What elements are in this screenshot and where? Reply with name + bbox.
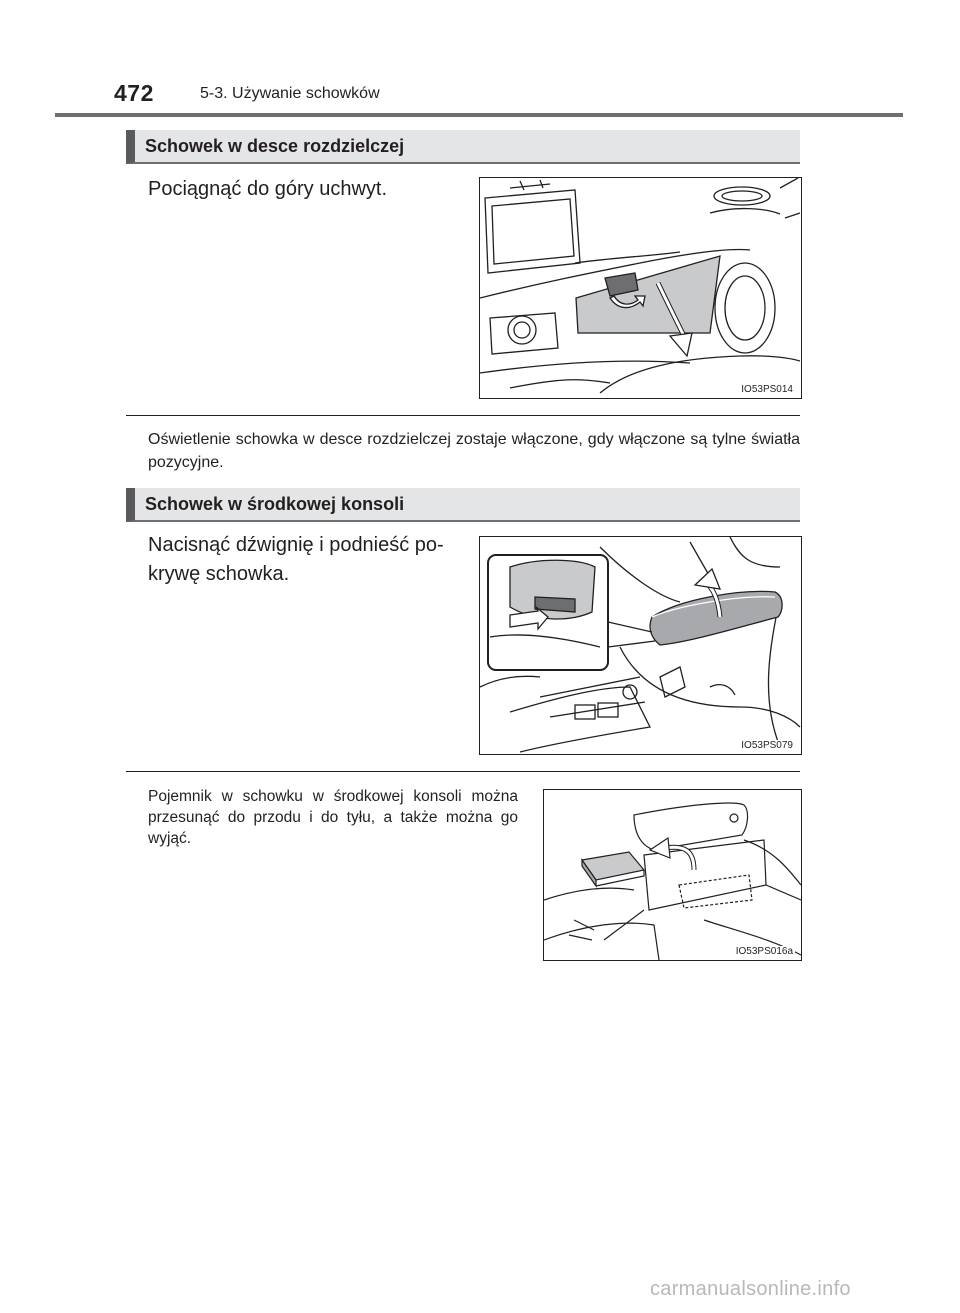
figure-code: IO53PS016a [735,946,793,957]
section-heading-text: Schowek w środkowej konsoli [145,494,405,514]
section-reference: 5-3. Używanie schowków [200,85,380,102]
step-instruction: Nacisnąć dźwignię i podnieść po-krywę schowka. [148,534,444,585]
section-heading-text: Schowek w desce rozdzielczej [145,136,405,156]
console-lid-illustration [479,536,802,755]
console-tray-drawing [544,790,801,960]
separator-rule [126,771,800,772]
figure-code: IO53PS014 [741,384,793,395]
info-note: Pojemnik w schowku w środkowej konsoli można przesunąć do przodu i do tyłu, a także można go wyjąć. [148,788,518,847]
step-instruction: Pociągnąć do góry uchwyt. [148,178,388,200]
page-number: 472 [114,80,154,106]
section-heading-console [126,488,800,522]
header-rule [55,113,903,117]
glovebox-illustration [479,177,802,399]
glovebox-drawing [480,178,801,398]
watermark: carmanualsonline.info [650,1278,851,1300]
figure-code: IO53PS079 [741,740,793,751]
separator-rule [126,415,800,416]
info-note: Oświetlenie schowka w desce rozdzielczej zostaje włączone, gdy włączone są tylne światła pozycyjne. [148,431,800,471]
console-lid-drawing [480,537,801,754]
console-tray-illustration [543,789,802,961]
section-heading-glovebox [126,130,800,164]
